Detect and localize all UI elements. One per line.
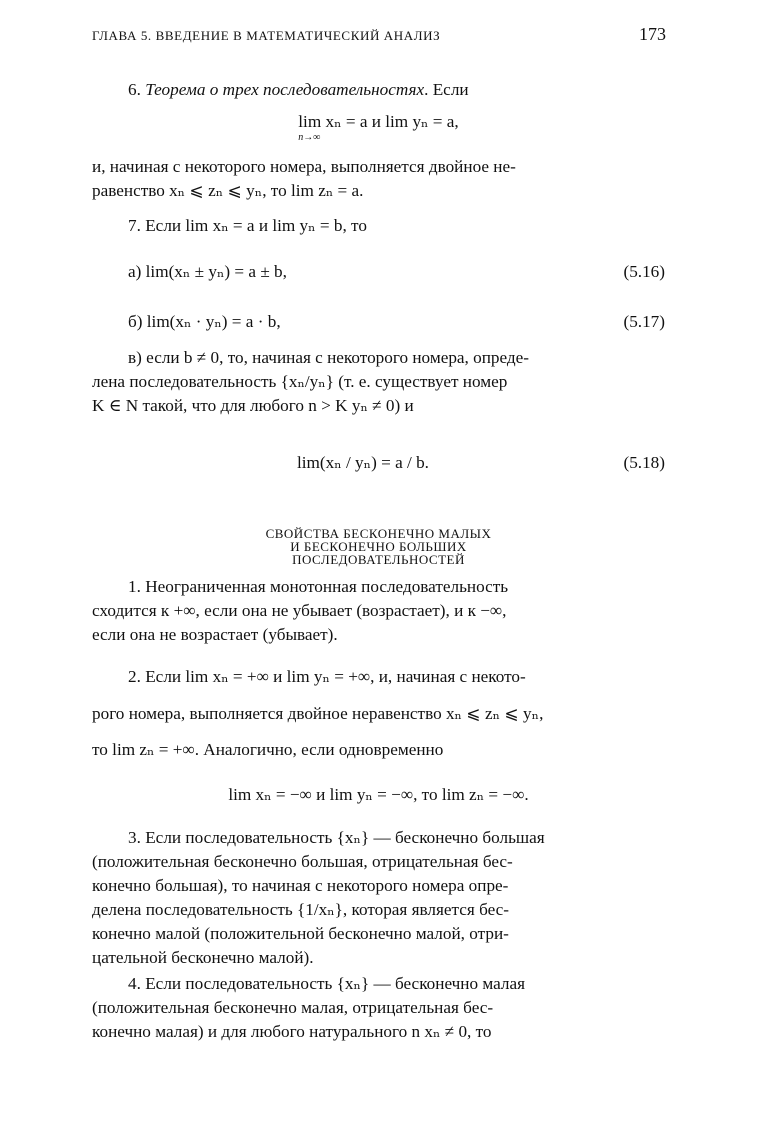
property-2-cont2 <box>92 738 665 762</box>
property-4-line: 4. Если последовательность {xₙ} — бесконечно малая <box>128 974 526 993</box>
formula-5-17 <box>92 312 665 340</box>
item7-v <box>92 346 665 418</box>
page-number: 173 <box>639 24 666 44</box>
item6-formula <box>92 112 665 144</box>
property-2-cont <box>92 702 665 726</box>
item7-v-line3: K ∈ N такой, что для любого n > K yₙ ≠ 0) и <box>92 396 414 415</box>
limit-subscript: n→∞ <box>298 132 321 143</box>
item7-v-line1: в) если b ≠ 0, то, начиная с некоторого номера, опреде- <box>128 348 530 367</box>
property-1-line: сходится к +∞, если она не убывает (возрастает), и к −∞, <box>92 601 507 620</box>
property-3-line: цательной бесконечно малой). <box>92 948 314 967</box>
item6-tail: . Если <box>424 80 469 99</box>
formula-5-18-text: lim(xₙ / yₙ) = a / b. <box>297 453 429 472</box>
property-2-line2: рого номера, выполняется двойное неравенство xₙ ⩽ zₙ ⩽ yₙ, <box>92 704 544 723</box>
item6-line2: и, начиная с некоторого номера, выполняется двойное не- <box>92 157 516 176</box>
formula-5-16-text: а) lim(xₙ ± yₙ) = a ± b, <box>128 262 287 281</box>
property-1-line: 1. Неограниченная монотонная последовательность <box>128 577 509 596</box>
property-4-line: конечно малая) и для любого натурального n xₙ ≠ 0, то <box>92 1022 492 1041</box>
section-heading-line: И БЕСКОНЕЧНО БОЛЬШИХ <box>290 539 467 554</box>
item7-v-line2: лена последовательность {xₙ/yₙ} (т. е. существует номер <box>92 372 508 391</box>
property-4-line: (положительная бесконечно малая, отрицательная бес- <box>92 998 494 1017</box>
section-heading <box>92 527 665 566</box>
property-3-line: 3. Если последовательность {xₙ} — бесконечно большая <box>128 828 545 847</box>
equation-number-5-17: (5.17) <box>623 312 665 331</box>
property-1-line: если она не возрастает (убывает). <box>92 625 338 644</box>
item6-body <box>92 155 665 203</box>
item6-formula-text: lim xₙ = a и lim yₙ = a, <box>298 112 459 131</box>
item7-intro-text: 7. Если lim xₙ = a и lim yₙ = b, то <box>128 216 367 235</box>
property-2 <box>92 665 665 689</box>
property-3-line: конечно малой (положительной бесконечно малой, отри- <box>92 924 509 943</box>
running-head: ГЛАВА 5. ВВЕДЕНИЕ В МАТЕМАТИЧЕСКИЙ АНАЛИЗ <box>92 28 441 43</box>
property-3-line: (положительная бесконечно большая, отрицательная бес- <box>92 852 513 871</box>
equation-number-5-18: (5.18) <box>623 453 665 472</box>
item6-line3: равенство xₙ ⩽ zₙ ⩽ yₙ, то lim zₙ = a. <box>92 181 364 200</box>
property-4 <box>92 972 665 1044</box>
property-3 <box>92 826 665 970</box>
property-2-line1: 2. Если lim xₙ = +∞ и lim yₙ = +∞, и, начиная с некото- <box>128 667 526 686</box>
property-3-line: делена последовательность {1/xₙ}, которая является бес- <box>92 900 510 919</box>
item6-title: Теорема о трех последовательностях <box>145 80 425 99</box>
property-2-line3: то lim zₙ = +∞. Аналогично, если одновременно <box>92 740 444 759</box>
property-3-line: конечно большая), то начиная с некоторого номера опре- <box>92 876 509 895</box>
page-header <box>92 24 666 48</box>
item6-lead: 6. <box>128 80 146 99</box>
item6-intro <box>92 78 665 102</box>
section-heading-line: СВОЙСТВА БЕСКОНЕЧНО МАЛЫХ <box>265 526 492 541</box>
property-2-formula-text: lim xₙ = −∞ и lim yₙ = −∞, то lim zₙ = −∞. <box>228 785 529 804</box>
equation-number-5-16: (5.16) <box>623 262 665 281</box>
property-2-formula <box>92 785 665 805</box>
formula-5-18 <box>92 453 665 481</box>
property-1 <box>92 575 665 647</box>
item7-intro <box>92 214 665 238</box>
formula-5-17-text: б) lim(xₙ · yₙ) = a · b, <box>128 312 281 331</box>
formula-5-16 <box>92 262 665 290</box>
section-heading-line: ПОСЛЕДОВАТЕЛЬНОСТЕЙ <box>292 552 465 567</box>
